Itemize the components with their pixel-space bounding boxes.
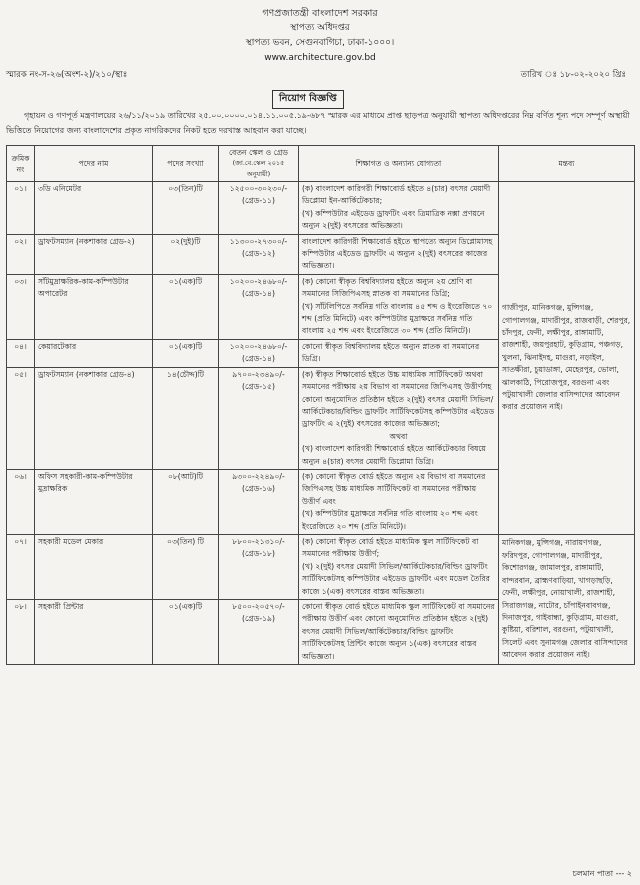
qualification-line: (ক) স্বীকৃত শিক্ষাবোর্ড হইতে উচ্চ মাধ্যমিক সার্টিফিকেট অথবা সমমানের পরীক্ষায় ২য় বিভাগ বা সমমানের জিপিএসহ উত্তীর্ণসহ কোনো অনুমোদিত প্রতিষ্ঠান হইতে ২(দুই) বৎসর মেয়াদী সিভিল/আর্কিটেকচার/বিল্ডিং ড্রাফটিং সার্টিফিকেটসহ কম্পিউটার এইডেড ড্রাফটিং এ ২(দুই) বৎসরের কাজের অভিজ্ঞতা;	[302, 369, 495, 429]
cell-scale	[219, 469, 299, 534]
scale-value: ৮৮০০-২১৩১০/-	[232, 536, 285, 546]
cell-scale	[219, 339, 299, 367]
cell-post: সাঁটমুদ্রাক্ষরিক-কাম-কম্পিউটার অপারেটর	[35, 274, 153, 339]
cell-qualification	[299, 339, 499, 367]
vacancy-table	[6, 145, 635, 665]
table-row	[7, 182, 635, 235]
grade-value: (গ্রেড-১৪)	[242, 289, 275, 299]
cell-serial: ০১।	[7, 182, 35, 235]
qualification-line: (খ) সাঁটলিপিতে সর্বনিম্ন গতি বাংলায় ৪৫ শব্দ ও ইংরেজিতে ৭০ শব্দ (প্রতি মিনিটে) এবং কম্পিউটার মুদ্রাক্ষরে সর্বনিম্ন গতি বাংলায় ২৫ শব্দ এবং ইংরেজিতে ৩০ শব্দ (প্রতি মিনিটে)।	[302, 301, 493, 336]
cell-post: সহকারী মডেল মেকার	[35, 534, 153, 599]
cell-qualification	[299, 367, 499, 469]
notice-title: নিয়োগ বিজ্ঞপ্তি	[272, 90, 344, 109]
cell-post: ড্রাফটসম্যান (নকশাকার গ্রেড-২)	[35, 234, 153, 274]
cell-scale	[219, 600, 299, 665]
cell-qualification	[299, 534, 499, 599]
cell-serial: ০৭।	[7, 534, 35, 599]
cell-remarks-group-2: মানিকগঞ্জ, মুন্সিগঞ্জ, নারায়ণগঞ্জ, ফরিদপুর, গোপালগঞ্জ, মাদারীপুর, কিশোরগঞ্জ, জামালপুর, রাঙ্গামাটি, বান্দরবান, ব্রাহ্মণবাড়িয়া, খাগড়াছড়ি, ফেনী, লক্ষীপুর, নোয়াখালী, রাজশাহী, সিরাজগঞ্জ, নাটোর, চাঁপাইনবাবগঞ্জ, দিনাজপুর, গাইবান্ধা, কুড়িগ্রাম, মাগুরা, কুষ্টিয়া, বরিশাল, বরগুনা, পটুয়াখালী, সিলেট এবং সুনামগঞ্জ জেলার বাসিন্দাদের আবেদন করার প্রয়োজন নাই।	[499, 534, 635, 664]
grade-value: (গ্রেড-১২)	[242, 249, 275, 259]
cell-count: ০২(দুই)টি	[153, 234, 219, 274]
cell-serial: ০২।	[7, 234, 35, 274]
qualification-line: কোনো স্বীকৃত বিশ্ববিদ্যালয় হইতে অন্যুন স্নাতক বা সমমানের ডিগ্রি।	[302, 341, 480, 364]
cell-serial: ০৮।	[7, 600, 35, 665]
qualification-line: (খ) কম্পিউটার মুদ্রাক্ষরে সর্বনিম্ন গতি বাংলায় ২০ শব্দ এবং ইংরেজিতে ২০ শব্দ (প্রতি মিনিটে)।	[302, 509, 478, 531]
department-name: স্থাপত্য অধিদপ্তর	[290, 23, 350, 33]
table-header-row	[7, 146, 635, 182]
qualification-line: (ক) বাংলাদেশ কারিগরী শিক্ষাবোর্ড হইতে ৪(চার) বৎসর মেয়াদী ডিপ্লোমা ইন-আর্কিটেকচার;	[302, 184, 491, 206]
cell-serial: ০৬।	[7, 469, 35, 534]
qualification-line: কোনো স্বীকৃত বোর্ড হইতে মাধ্যমিক স্কুল সার্টিফিকেট বা সমমানের পরীক্ষায় উত্তীর্ণ এবং কোনো অনুমোদিত প্রতিষ্ঠান হইতে ২(দুই) বৎসর মেয়াদী সিভিল/আর্কিটেকচার/বিল্ডিং ড্রাফটিং সার্টিফিকেটসহ প্রিন্টিং কাজে অন্যুন ১(এক) বৎসরের বাস্তব অভিজ্ঞতা।	[302, 602, 495, 661]
grade-value: (গ্রেড-১৫)	[242, 382, 275, 392]
scale-value: ১১৩০০-২৭৩০০/-	[229, 236, 288, 246]
qualification-line: (ক) কোনো স্বীকৃত বিশ্ববিদ্যালয় হইতে অন্যুন ২য় শ্রেণি বা সমমানের সিজিপিএসহ স্নাতক বা সমমানের ডিগ্রি;	[302, 276, 473, 299]
qualification-line: বাংলাদেশ কারিগরী শিক্ষাবোর্ড হইতে স্থাপত্যে অন্যুন ডিপ্লোমাসহ কম্পিউটার এইডেড ড্রাফটিং এ অন্যুন ২(দুই) বৎসরের কাজের অভিজ্ঞতা।	[302, 236, 493, 271]
grade-value: (গ্রেড-১১)	[242, 196, 275, 206]
header-scale-sub: (জা.বে.স্কেল ২০১৫ অনুযায়ী)	[232, 159, 285, 178]
intro-paragraph: গৃহায়ন ও গণপূর্ত মন্ত্রণালয়ের ২৬/১১/২০১৯ তারিখের ২৫.০০.০০০০.০১৪.১১.০০৫.১৯-৬৮৭ স্মারক এর মাধ্যমে প্রাপ্ত ছাড়পত্র অনুযায়ী স্থাপত্য অধিদপ্তরের নিম্ন বর্ণিত শূন্য পদে সম্পূর্ণ অস্থায়ী ভিত্তিতে নিয়োগের জন্য বাংলাদেশের প্রকৃত নাগরিকদের নিকট হতে দরখাস্ত আহবান করা যাচ্ছে।	[6, 111, 630, 135]
header-scale-label: বেতন স্কেল ও গ্রেড	[229, 148, 288, 157]
cell-post: কেয়ারটেকার	[35, 339, 153, 367]
scale-value: ১২৫০০-৩০২৩০/-	[229, 184, 288, 193]
letterhead	[0, 0, 640, 66]
cell-serial: ০৩।	[7, 274, 35, 339]
qualification-line: (খ) ২(দুই) বৎসর মেয়াদী সিভিল/আর্কিটেকচার/বিল্ডিং ড্রাফটিং সার্টিফিকেটসহ কম্পিউটার এইডেড ড্রাফটিং এবং মডেল তৈরির কাজে ১(এক) বৎসরের বাস্তব অভিজ্ঞতা।	[302, 561, 490, 596]
cell-qualification	[299, 469, 499, 534]
header-count: পদের সংখ্যা	[153, 146, 219, 182]
grade-value: (গ্রেড-১৮)	[242, 549, 275, 559]
cell-qualification	[299, 600, 499, 665]
cell-count: ০৩(তিন)টি	[153, 182, 219, 235]
cell-qualification	[299, 234, 499, 274]
table-row	[7, 534, 635, 599]
qualification-line: (খ) বাংলাদেশ কারিগরী শিক্ষাবোর্ড হইতে আর্কিটেকচার বিষয়ে অন্যুন ৪(চার) বৎসর মেয়াদী ডিপ্লোমা ডিগ্রি।	[302, 444, 486, 466]
cell-count: ০১(এক)টি	[153, 274, 219, 339]
grade-value: (গ্রেড-১৪)	[242, 354, 275, 364]
header-qualification: শিক্ষাগত ও অন্যান্য যোগ্যতা	[299, 146, 499, 182]
grade-value: (গ্রেড-১৬)	[242, 484, 275, 494]
scale-value: ৮৫০০-২০৫৭০/-	[232, 602, 285, 611]
cell-qualification	[299, 182, 499, 235]
cell-qualification	[299, 274, 499, 339]
cell-scale	[219, 534, 299, 599]
cell-scale	[219, 274, 299, 339]
cell-post: ৩ডি এনিমেটর	[35, 182, 153, 235]
qualification-line: অথবা	[389, 431, 408, 441]
government-name: গণপ্রজাতন্ত্রী বাংলাদেশ সরকার	[262, 8, 378, 19]
cell-scale	[219, 182, 299, 235]
scale-value: ১০২০০-২৪৬৮০/-	[229, 276, 288, 286]
cell-count: ০৩(তিন) টি	[153, 534, 219, 599]
website-link[interactable]: www.architecture.gov.bd	[264, 53, 376, 63]
cell-count: ১৪(চৌদ্দ)টি	[153, 367, 219, 469]
memo-row	[0, 68, 640, 84]
qualification-line: (ক) কোনো স্বীকৃত বোর্ড হইতে মাধ্যমিক স্কুল সার্টিফিকেট বা সমমানের পরীক্ষায় উত্তীর্ণ;	[302, 536, 479, 559]
scale-value: ৯৩০০-২২৪৯০/-	[232, 471, 285, 481]
scale-value: ৯৭০০-২৩৪৯০/-	[232, 369, 285, 379]
cell-scale	[219, 234, 299, 274]
cell-scale	[219, 367, 299, 469]
cell-remarks-group-1: গাজীপুর, মানিকগঞ্জ, মুন্সিগঞ্জ, গোপালগঞ্জ, মাদারীপুর, রাজবাড়ী, শেরপুর, চাঁদপুর, ফেনী, লক্ষীপুর, রাঙ্গামাটি, রাজশাহী, জয়পুরহাট, কুড়িগ্রাম, পঞ্চগড়, খুলনা, ঝিনাইদহ, মাগুরা, নড়াইল, সাতক্ষীরা, চুয়াডাঙ্গা, মেহেরপুর, ভোলা, ঝালকাঠি, পিরোজপুর, বরগুনা এবং পটুয়াখালী জেলার বাসিন্দাদের আবেদন করার প্রয়োজন নাই।	[499, 182, 635, 535]
cell-post: ড্রাফটসম্যান (নকশাকার গ্রেড-৪)	[35, 367, 153, 469]
grade-value: (গ্রেড-১৯)	[242, 614, 275, 624]
header-scale	[219, 146, 299, 182]
header-remarks: মন্তব্য	[499, 146, 635, 182]
memo-number: স্মারক নং-স-২৬(অংশ-২)/২১০/স্থাঃ	[6, 70, 128, 80]
continuation-note: চলমান পাতা --- ২	[572, 869, 632, 878]
cell-serial: ০৫।	[7, 367, 35, 469]
header-serial: ক্রমিক নং	[7, 146, 35, 182]
cell-post: সহকারী প্রিন্টার	[35, 600, 153, 665]
notice-date: তারিখ ঃ ১৮-০২-২০২০ খ্রিঃ	[520, 70, 626, 80]
cell-serial: ০৪।	[7, 339, 35, 367]
qualification-line: (ক) কোনো স্বীকৃত বোর্ড হইতে অন্যুন ২য় বিভাগ বা সমমানের জিপিএসহ উচ্চ মাধ্যমিক সার্টিফিকেট বা সমমানের পরীক্ষায় উত্তীর্ণ এবং	[302, 471, 486, 506]
cell-post: অফিস সহকারী-কাম-কম্পিউটার মুদ্রাক্ষরিক	[35, 469, 153, 534]
department-address: স্থাপত্য ভবন, সেগুনবাগিচা, ঢাকা-১০০০।	[245, 38, 395, 48]
cell-count: ০৮(আট)টি	[153, 469, 219, 534]
cell-count: ০১(এক)টি	[153, 600, 219, 665]
qualification-line: (খ) কম্পিউটার এইডেড ড্রাফটিং এবং ত্রিমাত্রিক নক্সা প্রণয়নে অন্যুন ২(দুই) বৎসরের অভিজ্ঞতা।	[302, 208, 485, 231]
cell-count: ০১(এক)টি	[153, 339, 219, 367]
header-post: পদের নাম	[35, 146, 153, 182]
scale-value: ১০২০০-২৪৬৮০/-	[229, 341, 288, 351]
